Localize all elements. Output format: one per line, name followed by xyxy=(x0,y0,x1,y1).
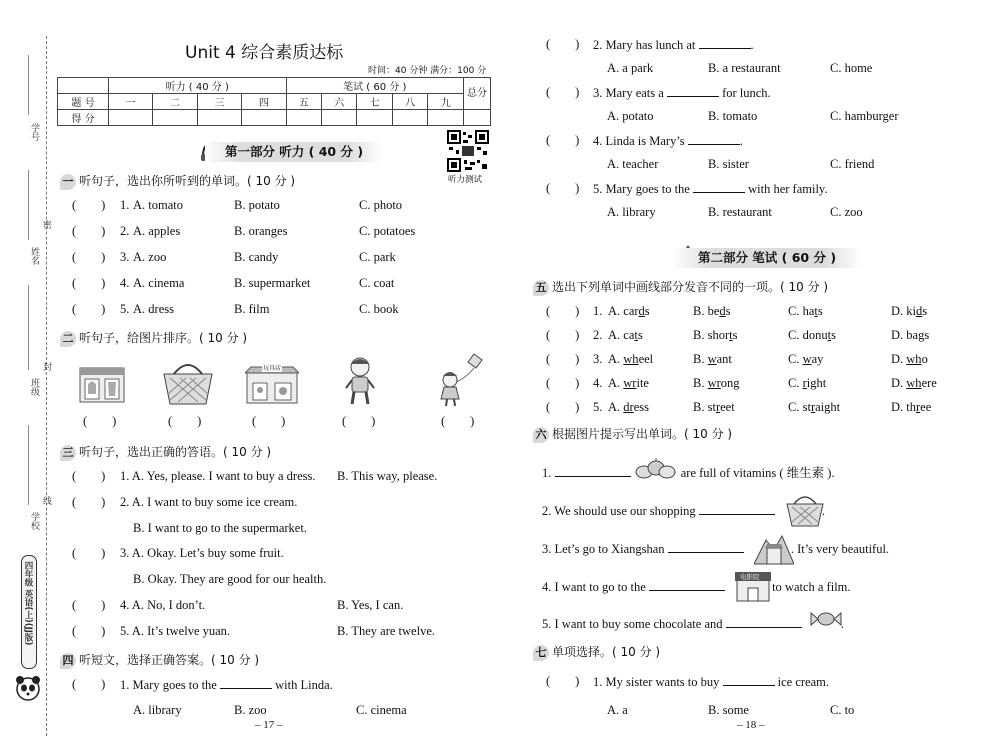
option-a[interactable]: A. apples xyxy=(133,224,181,238)
listening-header: 听力 ( 40 分 ) xyxy=(109,78,287,94)
underlined-part: wr xyxy=(623,376,637,390)
time-info: 时间：40 分钟 满分：100 分 xyxy=(368,66,487,76)
answer-paren[interactable]: ( ) xyxy=(546,133,580,147)
section-number: 二 xyxy=(60,331,76,347)
answer-blank[interactable] xyxy=(699,503,775,515)
option-b[interactable]: B. sister xyxy=(708,157,749,171)
answer-paren[interactable]: ( ) xyxy=(72,302,106,316)
score-cell[interactable] xyxy=(428,110,464,126)
writing-header: 笔试 ( 60 分 ) xyxy=(286,78,464,94)
answer-paren[interactable]: ( ) xyxy=(72,624,106,638)
item-number: 4. xyxy=(593,376,603,390)
panda-icon xyxy=(13,673,43,705)
margin-mark-feng: 封 xyxy=(41,362,51,371)
option-b[interactable]: B. candy xyxy=(234,250,279,264)
option-b[interactable]: B. film xyxy=(234,302,270,316)
option-a[interactable]: A. a park xyxy=(607,61,654,75)
option-b[interactable]: B. tomato xyxy=(708,109,758,123)
option-a[interactable]: A. a xyxy=(607,703,628,717)
option-d[interactable]: D. kids xyxy=(891,304,928,318)
option-c[interactable]: C. friend xyxy=(830,157,875,171)
score-cell[interactable] xyxy=(357,110,392,126)
score-cell[interactable] xyxy=(153,110,197,126)
answer-paren[interactable]: ( ) xyxy=(72,276,106,290)
option-a[interactable]: A. tomato xyxy=(133,198,183,212)
score-cell[interactable] xyxy=(392,110,427,126)
qr-code[interactable] xyxy=(447,130,489,172)
option-a[interactable]: A. write xyxy=(608,376,649,390)
clothing-shop-picture xyxy=(78,364,126,404)
qr-label: 听力测试 xyxy=(448,175,483,185)
col-4: 四 xyxy=(242,94,286,110)
option-c[interactable]: C. park xyxy=(359,250,396,264)
margin-rule xyxy=(28,170,29,240)
answer-paren[interactable]: ( ) xyxy=(546,328,580,342)
part1-banner: 第一部分 听力 ( 40 分 ) xyxy=(205,142,383,162)
answer-blank[interactable] xyxy=(699,37,751,49)
fill-item-4: 4. I want to go to the to watch a film. xyxy=(542,580,851,594)
option-c[interactable]: C. way xyxy=(788,352,824,366)
binding-dashed-line xyxy=(46,36,47,736)
section-title: 单项选择。( 10 分 ) xyxy=(552,645,661,659)
option-a[interactable]: A. dress xyxy=(133,302,174,316)
option-a[interactable]: 3. A. Okay. Let’s buy some fruit. xyxy=(120,546,284,560)
option-a[interactable]: A. dress xyxy=(608,400,649,414)
option-b[interactable]: B. some xyxy=(708,703,749,717)
toy-shop-sign: 玩具店 xyxy=(263,365,282,372)
answer-paren[interactable]: ( ) xyxy=(72,495,106,509)
item-number: 3. xyxy=(120,250,130,264)
section-5-header xyxy=(533,278,828,296)
row-label-score: 得 分 xyxy=(58,110,109,126)
section-4-header xyxy=(60,651,259,669)
answer-paren[interactable]: ( ) xyxy=(546,352,580,366)
vegetables-icon xyxy=(634,458,676,480)
mountain-gate-icon xyxy=(754,528,794,566)
option-b[interactable]: B. Yes, I can. xyxy=(337,598,404,612)
question-text: 5. Mary goes to the with her family. xyxy=(593,182,828,196)
section-number: 三 xyxy=(60,445,76,461)
option-b[interactable]: B. want xyxy=(693,352,732,366)
question-text: 1. My sister wants to buy ice cream. xyxy=(593,675,829,689)
section-title: 听句子，选出你所听到的单词。( 10 分 ) xyxy=(79,174,296,188)
section-6-header xyxy=(533,425,732,443)
option-c[interactable]: C. photo xyxy=(359,198,403,212)
option-c[interactable]: C. donuts xyxy=(788,328,836,342)
shopping-basket-picture xyxy=(160,356,216,406)
page-number-left: – 17 – xyxy=(255,719,283,731)
cinema-sign: 电影院 xyxy=(740,573,760,581)
option-d[interactable]: D. who xyxy=(891,352,928,366)
book-tab xyxy=(13,555,43,705)
section-1-header xyxy=(60,172,295,190)
option-d[interactable]: D. bags xyxy=(891,328,930,342)
part2-banner: 第二部分 笔试 ( 60 分 ) xyxy=(672,248,862,268)
underlined-part: r xyxy=(916,400,921,414)
answer-paren[interactable]: ( ) xyxy=(546,400,580,414)
toy-shop-picture xyxy=(245,363,299,405)
margin-label-class: 班级 xyxy=(29,378,39,396)
section-title: 根据图片提示写出单词。( 10 分 ) xyxy=(552,427,733,441)
underlined-part: wh xyxy=(906,352,922,366)
picture-4-answer[interactable]: ( ) xyxy=(342,414,376,428)
option-c[interactable]: C. to xyxy=(830,703,855,717)
option-b[interactable]: B. a restaurant xyxy=(708,61,781,75)
section-2-header xyxy=(60,329,247,347)
option-a[interactable]: 2. A. I want to buy some ice cream. xyxy=(120,495,298,509)
underlined-part: t xyxy=(814,304,818,318)
underlined-part: wh xyxy=(906,376,922,390)
underlined-part: wh xyxy=(623,352,639,366)
col-3: 三 xyxy=(197,94,241,110)
option-a[interactable]: A. zoo xyxy=(133,250,167,264)
margin-mark-xian: 线 xyxy=(41,496,51,505)
option-a: 1. xyxy=(120,198,130,212)
underlined-part: r xyxy=(802,376,807,390)
answer-paren[interactable]: ( ) xyxy=(546,85,580,99)
option-d[interactable]: D. three xyxy=(891,400,932,414)
question-text: 4. Linda is Mary’s . xyxy=(593,134,743,148)
option-b[interactable]: B. I want to go to the supermarket. xyxy=(133,521,307,535)
section-number: 四 xyxy=(60,653,76,669)
option-c[interactable]: C. straight xyxy=(788,400,841,414)
underlined-part: t xyxy=(827,328,832,342)
item-number: 2. xyxy=(593,328,603,342)
shopping-basket-icon xyxy=(784,490,826,528)
answer-paren[interactable]: ( ) xyxy=(72,598,106,612)
option-b[interactable]: B. beds xyxy=(693,304,731,318)
margin-label-student-number: 学号 xyxy=(29,123,39,141)
section-number: 七 xyxy=(533,645,549,661)
answer-blank[interactable] xyxy=(723,674,775,686)
answer-blank[interactable] xyxy=(555,465,631,477)
col-1: 一 xyxy=(109,94,153,110)
margin-rule xyxy=(28,55,29,115)
margin-rule xyxy=(28,285,29,370)
section-number: 一 xyxy=(60,174,76,190)
picture-5-answer[interactable]: ( ) xyxy=(441,414,475,428)
answer-paren[interactable]: ( ) xyxy=(72,469,106,483)
option-b[interactable]: B. Okay. They are good for our health. xyxy=(133,572,327,586)
candy-icon xyxy=(808,604,844,634)
option-b[interactable]: B. wrong xyxy=(693,376,740,390)
option-c[interactable]: C. right xyxy=(788,376,827,390)
answer-blank[interactable] xyxy=(667,85,719,97)
option-c[interactable]: C. hats xyxy=(788,304,823,318)
option-c[interactable]: C. book xyxy=(359,302,399,316)
picture-2-answer[interactable]: ( ) xyxy=(168,414,202,428)
col-2: 二 xyxy=(153,94,197,110)
option-a[interactable]: A. library xyxy=(607,205,656,219)
option-c[interactable]: C. zoo xyxy=(830,205,863,219)
underlined-part: wr xyxy=(707,376,721,390)
underlined-part: g xyxy=(918,328,925,342)
answer-blank[interactable] xyxy=(220,677,272,689)
section-number: 五 xyxy=(533,280,549,296)
underlined-part: w xyxy=(707,352,717,366)
underlined-part: r xyxy=(810,400,816,414)
option-b[interactable]: B. oranges xyxy=(234,224,288,238)
answer-blank[interactable] xyxy=(693,181,745,193)
score-cell[interactable] xyxy=(109,110,153,126)
option-c[interactable]: C. home xyxy=(830,61,873,75)
margin-label-school: 学校 xyxy=(29,512,39,530)
answer-paren[interactable]: ( ) xyxy=(72,224,106,238)
row-label-number: 题 号 xyxy=(58,94,109,110)
section-7-header xyxy=(533,643,660,661)
fill-item-5: 5. I want to buy some chocolate and . xyxy=(542,617,844,631)
item-number: 1. xyxy=(593,304,603,318)
answer-blank[interactable] xyxy=(649,579,725,591)
option-a[interactable]: 1. A. Yes, please. I want to buy a dress. xyxy=(120,469,316,483)
option-a[interactable]: A. teacher xyxy=(607,157,659,171)
section-title: 听句子，选出正确的答语。( 10 分 ) xyxy=(79,445,272,459)
option-c[interactable]: C. coat xyxy=(359,276,395,290)
margin-mark-mi: 密 xyxy=(41,220,51,229)
score-cell[interactable] xyxy=(197,110,241,126)
fill-item-2: 2. We should use our shopping . xyxy=(542,504,825,518)
section-title: 听句子，给图片排序。( 10 分 ) xyxy=(79,331,248,345)
option-b[interactable]: B. This way, please. xyxy=(337,469,438,483)
margin-rule xyxy=(28,425,29,505)
underlined-part: r xyxy=(715,400,721,414)
margin-label-name: 姓名 xyxy=(29,247,39,265)
fill-item-3: 3. Let’s go to Xiangshan . It’s very beautiful. xyxy=(542,542,890,556)
answer-blank[interactable] xyxy=(668,541,744,553)
fill-item-1: 1. are full of vitamins ( 维生素 ). xyxy=(542,466,835,480)
picture-1-answer[interactable]: ( ) xyxy=(83,414,117,428)
score-cell[interactable] xyxy=(464,110,491,126)
option-c[interactable]: C. cinema xyxy=(356,703,407,717)
item-number: 5. xyxy=(593,400,603,414)
option-d[interactable]: D. where xyxy=(891,376,937,390)
picture-3-answer[interactable]: ( ) xyxy=(252,414,286,428)
underlined-part: w xyxy=(802,352,812,366)
option-a[interactable]: A. cats xyxy=(608,328,643,342)
girl-kite-picture xyxy=(436,352,488,408)
col-6: 六 xyxy=(321,94,356,110)
col-9: 九 xyxy=(428,94,464,110)
option-a[interactable]: A. cards xyxy=(608,304,650,318)
score-cell[interactable] xyxy=(242,110,286,126)
score-cell[interactable] xyxy=(286,110,321,126)
total-header: 总分 xyxy=(464,78,491,110)
underlined-part: dr xyxy=(623,400,634,414)
col-8: 八 xyxy=(392,94,427,110)
item-number: 3. xyxy=(593,352,603,366)
page-title: Unit 4 综合素质达标 xyxy=(185,43,344,63)
option-a[interactable]: A. cinema xyxy=(133,276,185,290)
answer-paren[interactable]: ( ) xyxy=(546,304,580,318)
option-a[interactable]: A. library xyxy=(133,703,182,717)
cinema-picture xyxy=(735,570,771,602)
section-title: 听短文，选择正确答案。( 10 分 ) xyxy=(79,653,260,667)
option-c[interactable]: C. potatoes xyxy=(359,224,416,238)
section-title: 选出下列单词中画线部分发音不同的一项。( 10 分 ) xyxy=(552,280,829,294)
section-3-header xyxy=(60,443,271,461)
answer-paren[interactable]: ( ) xyxy=(72,250,106,264)
score-table xyxy=(57,77,491,126)
item-number: 2. xyxy=(120,224,130,238)
answer-paren[interactable]: ( ) xyxy=(546,376,580,390)
underlined-part: d xyxy=(916,304,923,318)
item-number: 4. xyxy=(120,276,130,290)
option-b[interactable]: B. potato xyxy=(234,198,280,212)
question-text: 2. Mary has lunch at . xyxy=(593,38,754,52)
option-b[interactable]: B. supermarket xyxy=(234,276,311,290)
option-b[interactable]: B. zoo xyxy=(234,703,267,717)
col-5: 五 xyxy=(286,94,321,110)
page-number-right: – 18 – xyxy=(737,719,765,731)
underlined-part: d xyxy=(638,304,645,318)
answer-blank[interactable] xyxy=(688,133,740,145)
option-b[interactable]: B. shorts xyxy=(693,328,738,342)
book-tab-label: 四年级 英语(上)(JJ版) xyxy=(23,561,33,646)
option-a[interactable]: A. wheel xyxy=(608,352,654,366)
answer-blank[interactable] xyxy=(726,616,802,628)
answer-paren[interactable]: ( ) xyxy=(546,37,580,51)
qr-code-icon xyxy=(447,130,489,172)
section-number: 六 xyxy=(533,427,549,443)
answer-paren[interactable]: ( ) xyxy=(546,181,580,195)
option-b[interactable]: B. They are twelve. xyxy=(337,624,435,638)
col-7: 七 xyxy=(357,94,392,110)
boy-picture xyxy=(343,356,377,406)
item-number: 5. xyxy=(120,302,130,316)
underlined-part: t xyxy=(729,328,733,342)
answer-paren[interactable]: ( ) xyxy=(72,677,106,691)
option-a[interactable]: A. potato xyxy=(607,109,654,123)
question-text: 1. Mary goes to the with Linda. xyxy=(120,678,333,692)
answer-paren[interactable]: ( ) xyxy=(72,198,106,212)
option-b[interactable]: B. street xyxy=(693,400,735,414)
option-a[interactable]: 4. A. No, I don’t. xyxy=(120,598,206,612)
option-a[interactable]: 5. A. It’s twelve yuan. xyxy=(120,624,231,638)
question-text: 3. Mary eats a for lunch. xyxy=(593,86,771,100)
option-c[interactable]: C. hamburger xyxy=(830,109,899,123)
underlined-part: d xyxy=(719,304,726,318)
underlined-part: t xyxy=(634,328,638,342)
score-cell[interactable] xyxy=(321,110,356,126)
answer-paren[interactable]: ( ) xyxy=(546,674,580,688)
option-b[interactable]: B. restaurant xyxy=(708,205,772,219)
answer-paren[interactable]: ( ) xyxy=(72,546,106,560)
